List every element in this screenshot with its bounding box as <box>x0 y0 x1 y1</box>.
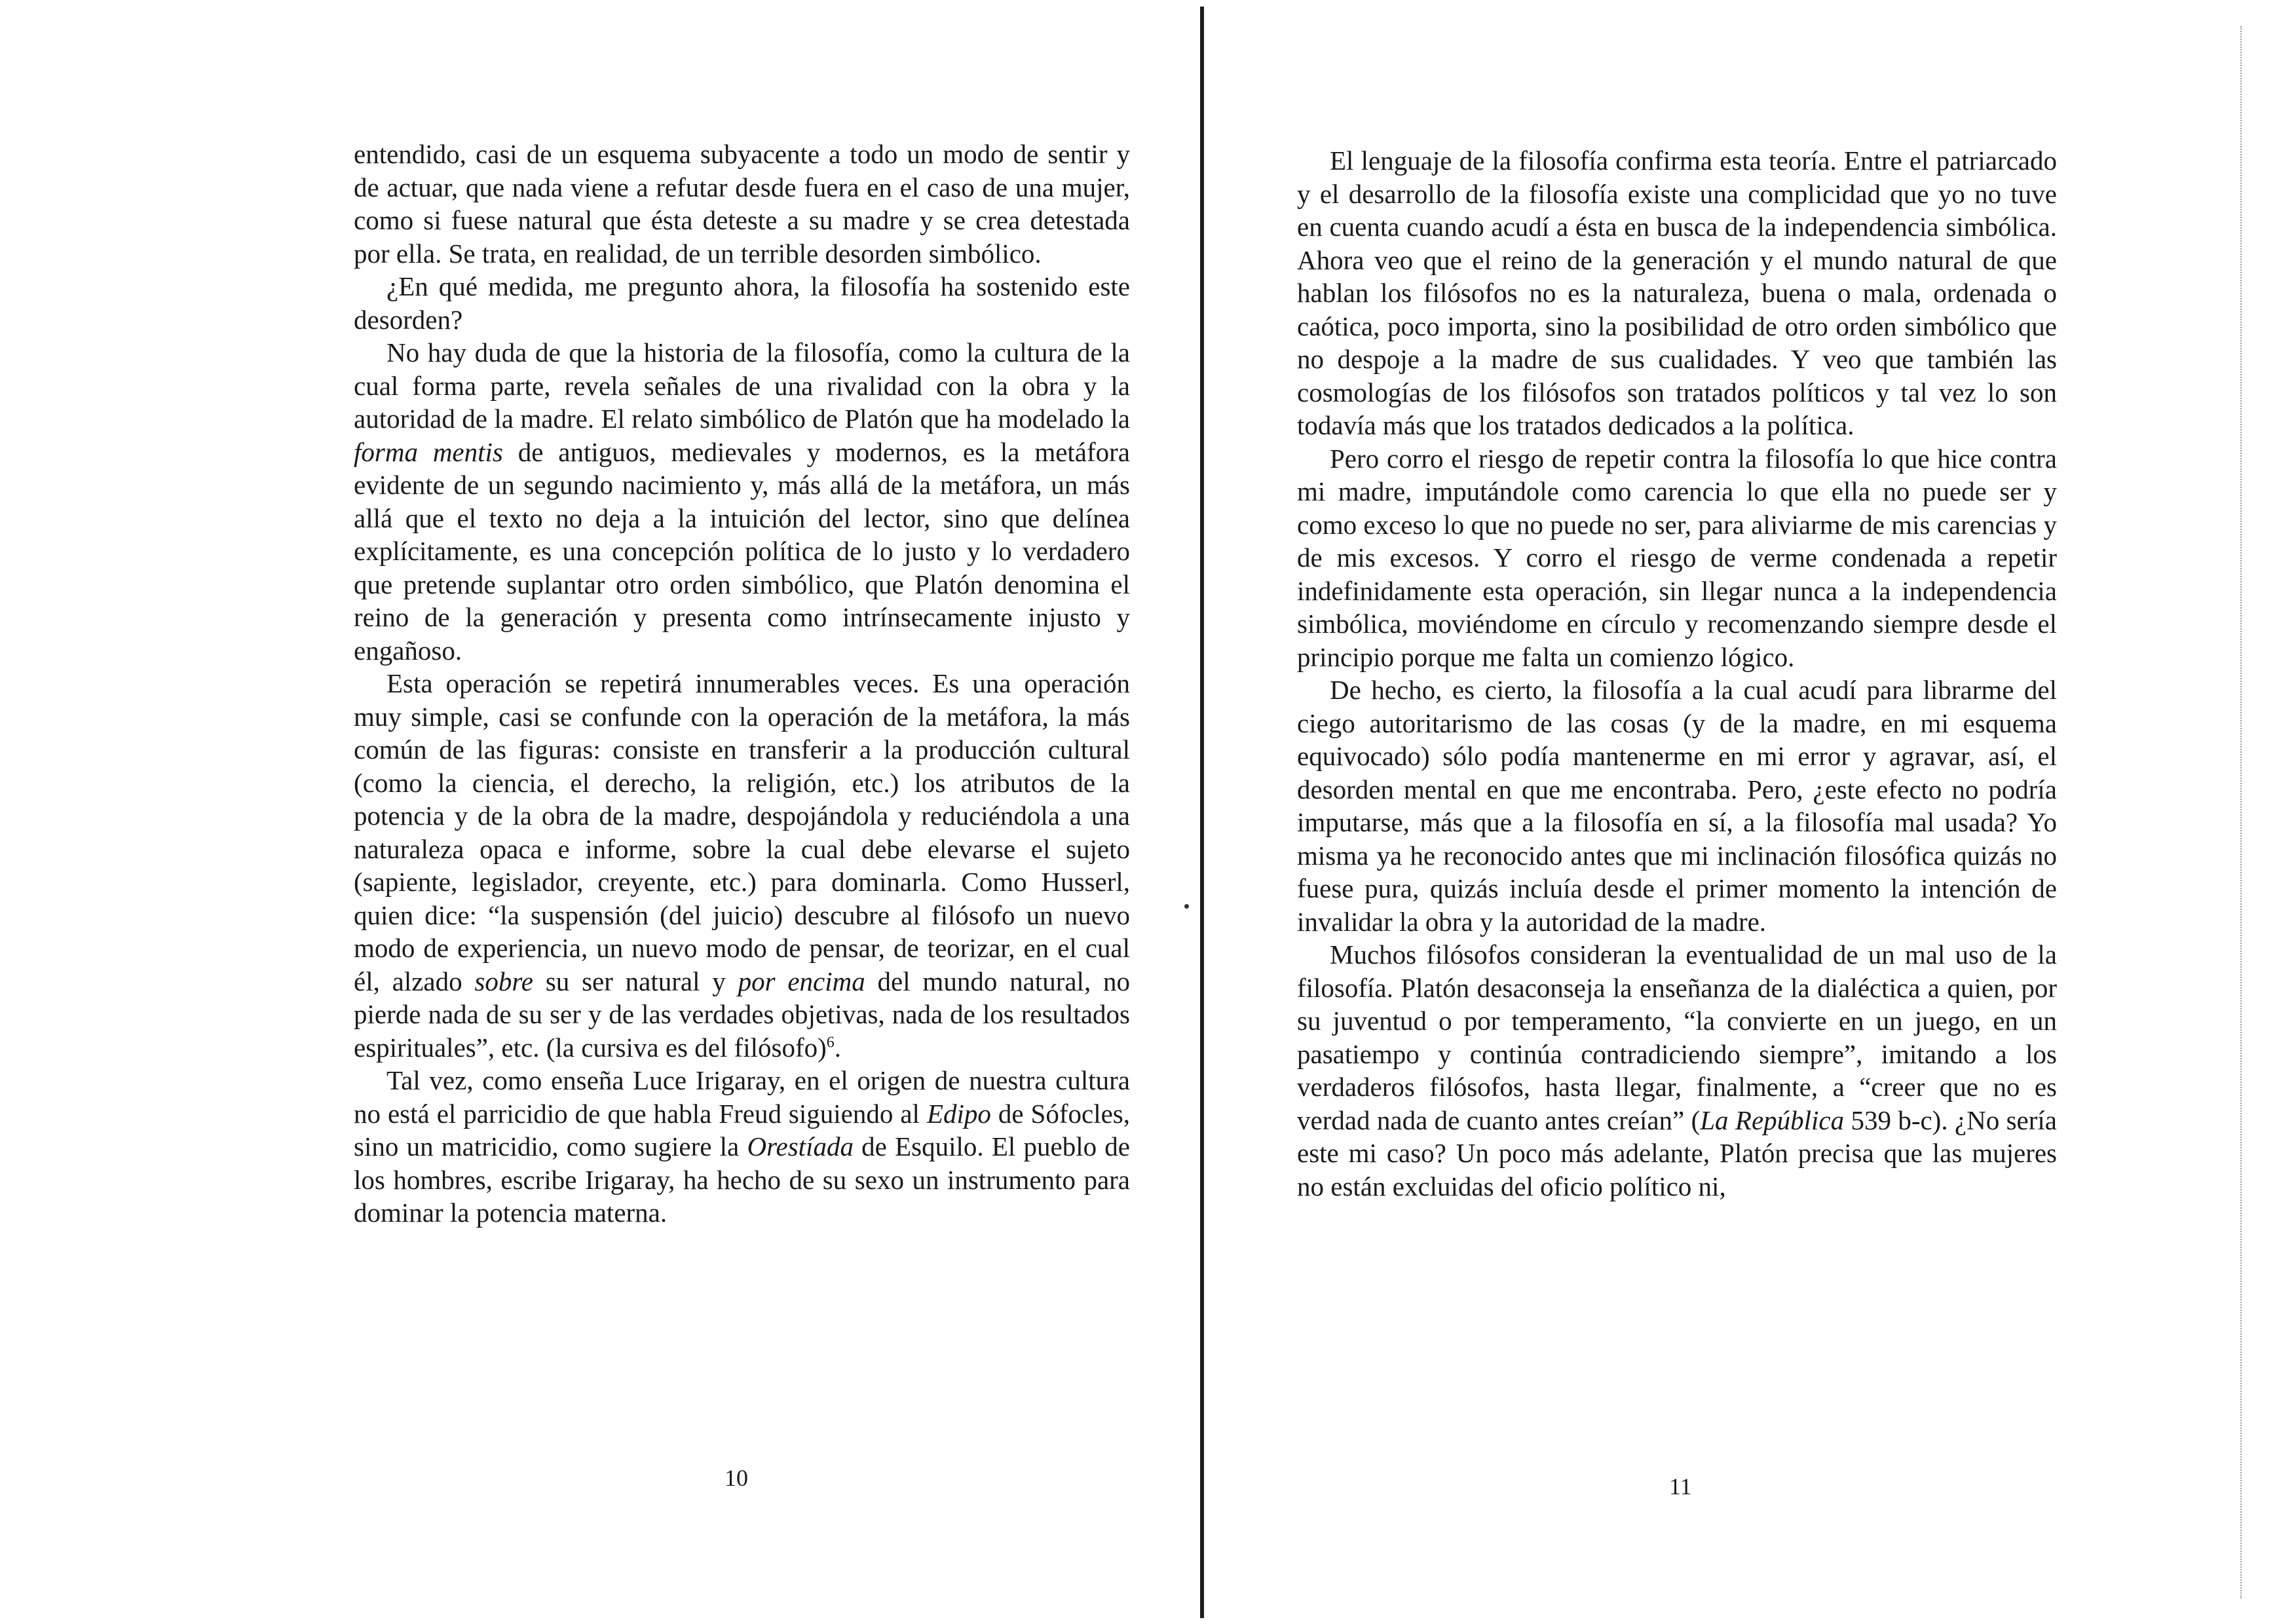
scan-speck <box>1184 904 1189 909</box>
left-page <box>354 138 1130 1230</box>
book-gutter <box>1200 7 1204 1618</box>
paragraph: ¿En qué medida, me pregunto ahora, la filosofía ha sostenido este desorden? <box>354 271 1130 335</box>
paragraph: Pero corro el riesgo de repetir contra la filosofía lo que hice contra mi madre, imputándole como carencia lo que ella no puede ser y como exceso lo que no puede no ser, para aliviarme de mis carencias y de mis excesos. Y corro el riesgo de verme condenada a repetir indefinidamente esta operación, sin llegar nunca a la independencia simbólica, moviéndome en círculo y recomenzando siempre desde el principio porque me falta un comienzo lógico. <box>1297 443 2057 672</box>
paragraph: Muchos filósofos consideran la eventualidad de un mal uso de la filosofía. Platón desaconseja la enseñanza de la dialéctica a quien, por su juventud o por temperamento, “la convierte en un juego, en un pasatiempo y continúa contradiciendo siempre”, imitando a los verdaderos filósofos, hasta llegar, finalmente, a “creer que no es verdad nada de cuanto antes creían” (La República 539 b-c). ¿No sería este mi caso? Un poco más adelante, Platón precisa que las mujeres no están excluidas del oficio político ni, <box>1297 939 2057 1201</box>
paragraph: De hecho, es cierto, la filosofía a la cual acudí para librarme del ciego autoritarismo de las cosas (y de la madre, en mi esquema equivocado) sólo podía mantenerme en mi error y agravar, así, el desorden mental en que me encontraba. Pero, ¿este efecto no podría imputarse, más que a la filosofía en sí, a la filosofía mal usada? Yo misma ya he reconocido antes que mi inclinación filosófica quizás no fuese pura, quizás incluía desde el primer momento la intención de invalidar la obra y la autoridad de la madre. <box>1297 675 2057 937</box>
page-number-left: 10 <box>725 1465 748 1491</box>
right-page <box>1297 144 2057 1203</box>
paragraph: El lenguaje de la filosofía confirma esta teoría. Entre el patriarcado y el desarrollo de la filosofía existe una complicidad que yo no tuve en cuenta cuando acudí a ésta en busca de la independencia simbólica. Ahora veo que el reino de la generación y el mundo natural de que hablan los filósofos no es la naturaleza, buena o mala, ordenada o caótica, poco importa, sino la posibilidad de otro orden simbólico que no despoje a la madre de sus cualidades. Y veo que también las cosmologías de los filósofos son tratados políticos y tal vez lo son todavía más que los tratados dedicados a la política. <box>1297 145 2057 440</box>
page-edge-marks <box>2240 26 2255 1598</box>
footnote-marker: 6 <box>826 1033 835 1051</box>
paragraph: No hay duda de que la historia de la filosofía, como la cultura de la cual forma parte, revela señales de una rivalidad con la obra y la autoridad de la madre. El relato simbólico de Platón que ha modelado la forma mentis de antiguos, medievales y modernos, es la metáfora evidente de un segundo nacimiento y, más allá de la metáfora, un más allá que el texto no deja a la intuición del lector, sino que delínea explícitamente, es una concepción política de lo justo y lo verdadero que pretende suplantar otro orden simbólico, que Platón denomina el reino de la generación y presenta como intrínsecamente injusto y engañoso. <box>354 337 1130 666</box>
paragraph: Tal vez, como enseña Luce Irigaray, en el origen de nuestra cultura no está el parricidio de que habla Freud siguiendo al Edipo de Sófocles, sino un matricidio, como sugiere la Orestíada de Esquilo. El pueblo de los hombres, escribe Irigaray, ha hecho de su sexo un instrumento para dominar la potencia materna. <box>354 1065 1131 1228</box>
paragraph: Esta operación se repetirá innumerables veces. Es una operación muy simple, casi se confunde con la operación de la metáfora, la más común de las figuras: consiste en transferir a la producción cultural (como la ciencia, el derecho, la religión, etc.) los atributos de la potencia y de la obra de la madre, despojándola y reduciéndola a una naturaleza opaca e informe, sobre la cual debe elevarse el sujeto (sapiente, legislador, creyente, etc.) para dominarla. Como Husserl, quien dice: “la suspensión (del juicio) descubre al filósofo un nuevo modo de experiencia, un nuevo modo de pensar, de teorizar, en el cual él, alzado sobre su ser natural y por encima del mundo natural, no pierde nada de su ser y de las verdades objetivas, nada de los resultados espirituales”, etc. (la cursiva es del filósofo)$^6$. <box>354 668 1130 1063</box>
paragraph: entendido, casi de un esquema subyacente a todo un modo de sentir y de actuar, que nada viene a refutar desde fuera en el caso de una mujer, como si fuese natural que ésta deteste a su madre y se crea detestada por ella. Se trata, en realidad, de un terrible desorden simbólico. <box>354 139 1130 269</box>
page-number-right: 11 <box>1669 1473 1692 1500</box>
